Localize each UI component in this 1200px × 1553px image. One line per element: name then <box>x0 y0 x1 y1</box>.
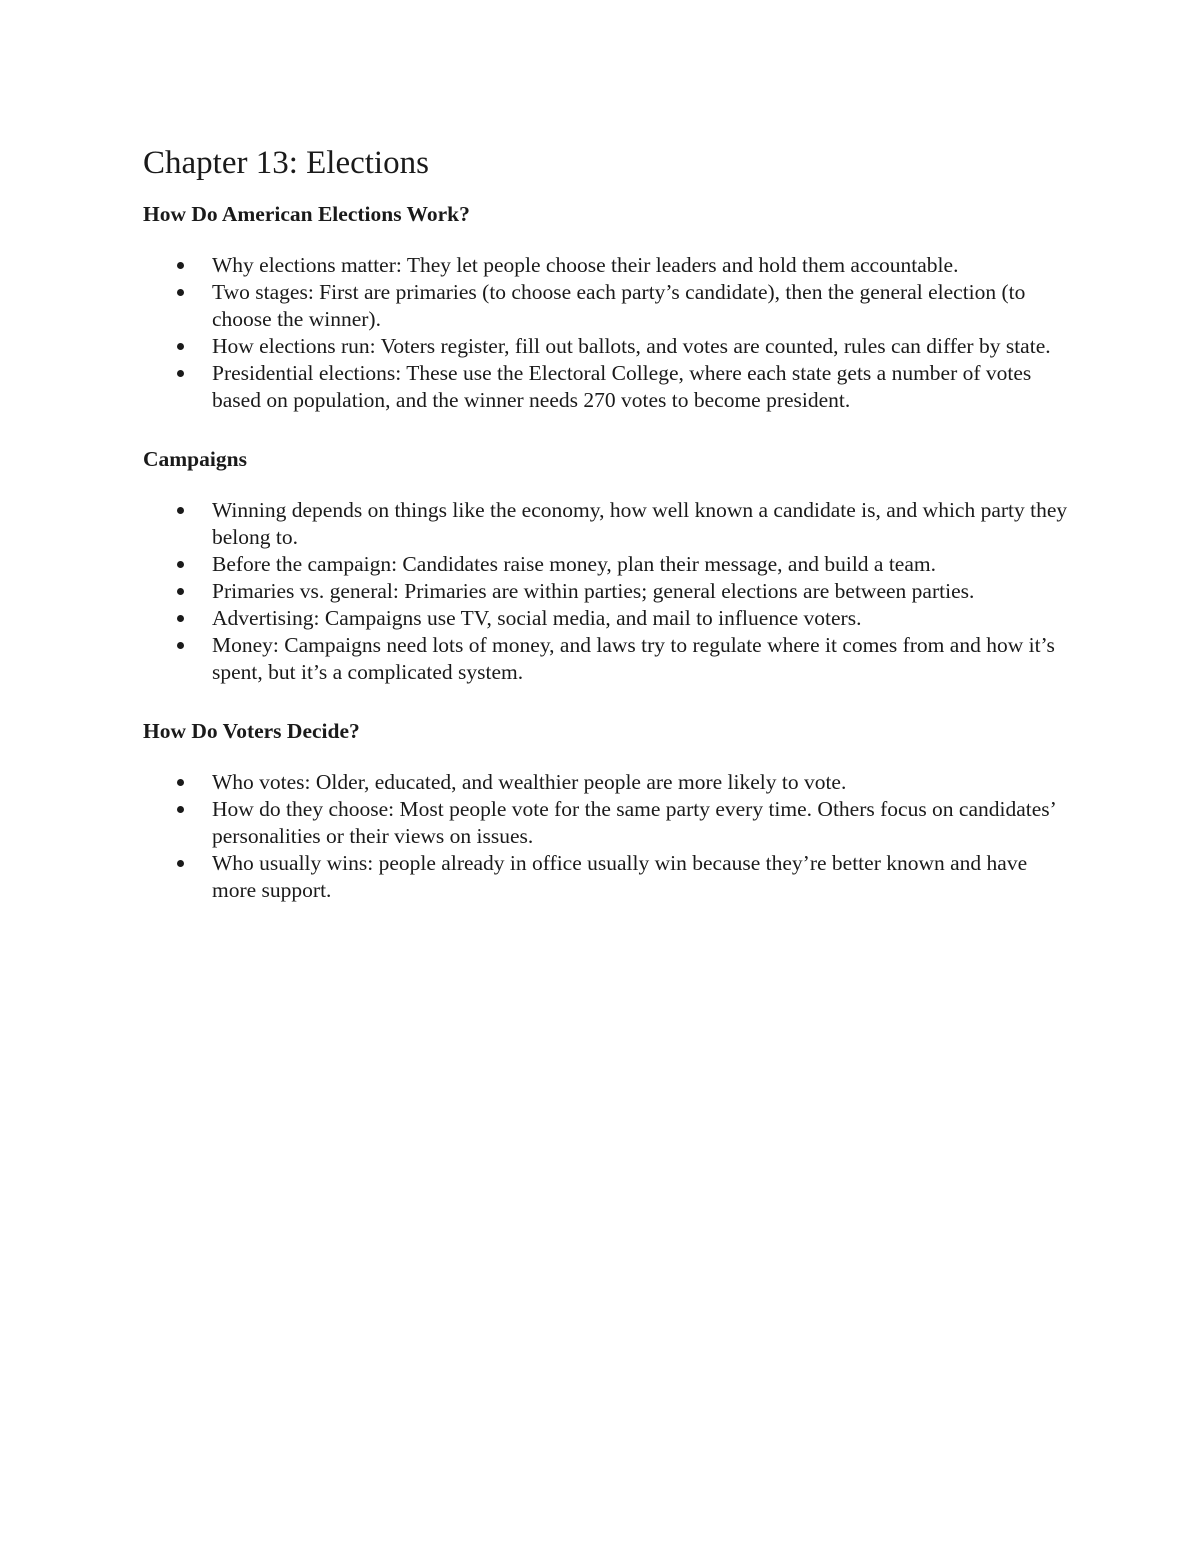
bullet-dot-icon <box>177 370 184 377</box>
bullet-list-voters-decide <box>143 769 1073 904</box>
list-item-text: Presidential elections: These use the Electoral College, where each state gets a number of votes based on population, and the winner needs 270 votes to become president. <box>212 361 1032 412</box>
section-heading-campaigns: Campaigns <box>143 447 247 471</box>
bullet-list-campaigns <box>143 497 1073 686</box>
list-item <box>143 551 1073 578</box>
list-item <box>143 497 1073 551</box>
list-item <box>143 252 1073 279</box>
list-item <box>143 578 1073 605</box>
list-item <box>143 279 1073 333</box>
section-heading-voters-decide: How Do Voters Decide? <box>143 719 360 743</box>
list-item-text: Two stages: First are primaries (to choose each party’s candidate), then the general election (to choose the winner). <box>212 280 1026 331</box>
bullet-dot-icon <box>177 642 184 649</box>
list-item <box>143 796 1073 850</box>
bullet-dot-icon <box>177 588 184 595</box>
section-heading-elections-work: How Do American Elections Work? <box>143 202 470 226</box>
list-item-text: Advertising: Campaigns use TV, social media, and mail to influence voters. <box>212 606 862 630</box>
bullet-dot-icon <box>177 262 184 269</box>
list-item <box>143 605 1073 632</box>
list-item <box>143 769 1073 796</box>
list-item-text: Primaries vs. general: Primaries are within parties; general elections are between parties. <box>212 579 975 603</box>
list-item-text: Who votes: Older, educated, and wealthier people are more likely to vote. <box>212 770 847 794</box>
bullet-dot-icon <box>177 615 184 622</box>
list-item-text: How do they choose: Most people vote for the same party every time. Others focus on candidates’ personalities or their views on issues. <box>212 797 1056 848</box>
list-item <box>143 360 1073 414</box>
bullet-dot-icon <box>177 507 184 514</box>
list-item-text: How elections run: Voters register, fill out ballots, and votes are counted, rules can differ by state. <box>212 334 1051 358</box>
bullet-dot-icon <box>177 806 184 813</box>
document-content <box>143 138 1073 934</box>
list-item <box>143 333 1073 360</box>
list-item-text: Why elections matter: They let people choose their leaders and hold them accountable. <box>212 253 959 277</box>
bullet-dot-icon <box>177 343 184 350</box>
bullet-dot-icon <box>177 779 184 786</box>
list-item-text: Before the campaign: Candidates raise money, plan their message, and build a team. <box>212 552 936 576</box>
list-item-text: Winning depends on things like the economy, how well known a candidate is, and which party they belong to. <box>212 498 1068 549</box>
bullet-list-elections-work <box>143 252 1073 414</box>
list-item-text: Money: Campaigns need lots of money, and laws try to regulate where it comes from and how it’s spent, but it’s a complicated system. <box>212 633 1055 684</box>
bullet-dot-icon <box>177 289 184 296</box>
list-item <box>143 632 1073 686</box>
document-title: Chapter 13: Elections <box>143 145 429 181</box>
list-item <box>143 850 1073 904</box>
bullet-dot-icon <box>177 860 184 867</box>
list-item-text: Who usually wins: people already in office usually win because they’re better known and have more support. <box>212 851 1028 902</box>
bullet-dot-icon <box>177 561 184 568</box>
